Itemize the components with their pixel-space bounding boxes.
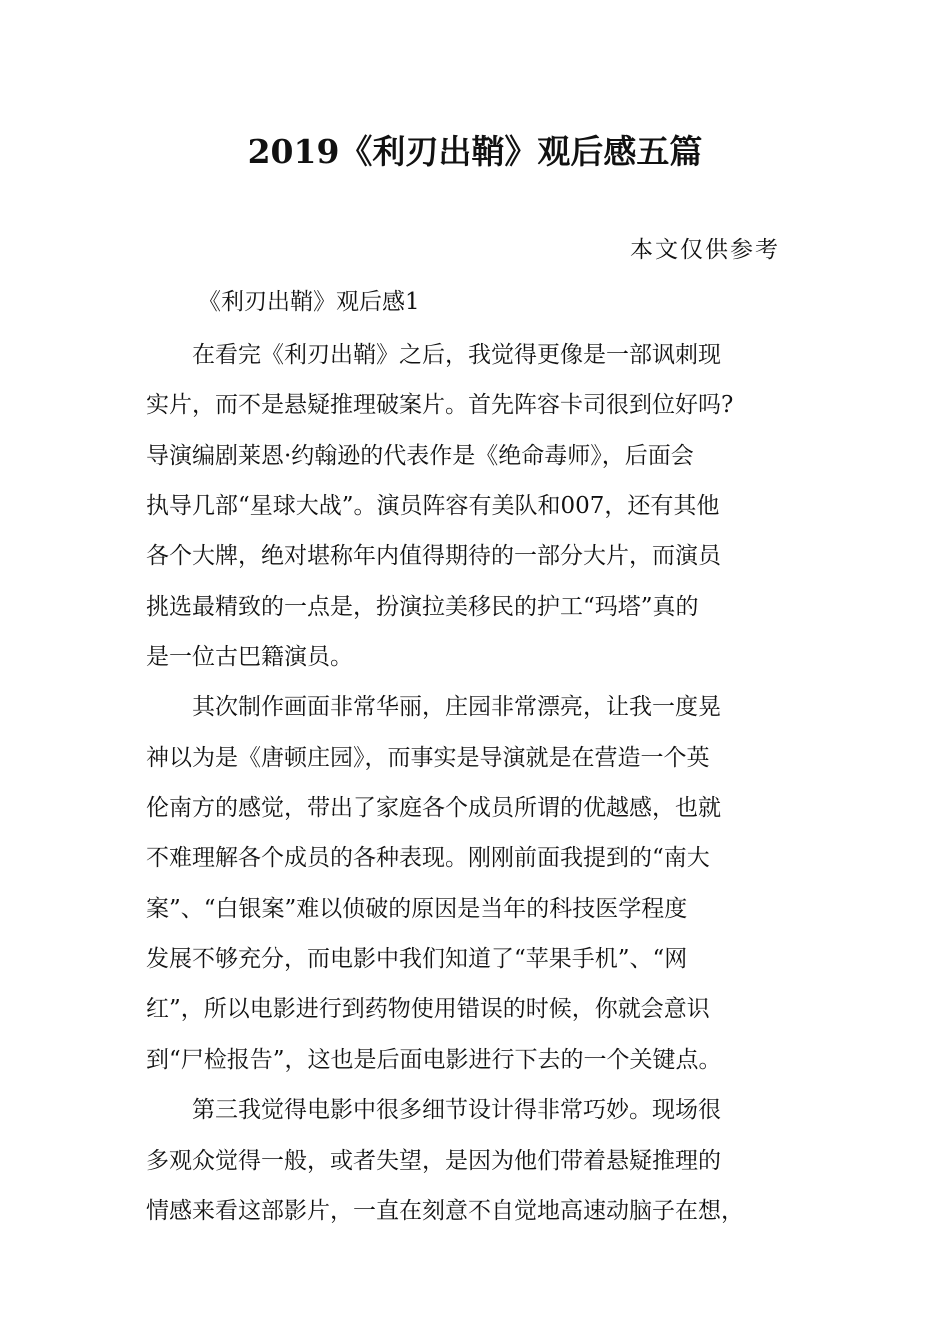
text-line: 情感来看这部影片，一直在刻意不自觉地高速动脑子在想， — [146, 1197, 744, 1224]
text-line: 案”、“白银案”难以侦破的原因是当年的科技医学程度 — [146, 895, 688, 922]
text-line: 其次制作画面非常华丽，庄园非常漂亮，让我一度晃 — [146, 694, 721, 721]
text-line: 实片，而不是悬疑推理破案片。首先阵容卡司很到位好吗? — [146, 392, 734, 419]
text-line: 各个大牌，绝对堪称年内值得期待的一部分大片，而演员 — [146, 543, 721, 570]
text-line: 红”，所以电影进行到药物使用错误的时候，你就会意识 — [146, 996, 710, 1023]
document-title: 2019《利刃出鞘》观后感五篇 — [247, 132, 703, 171]
text-line: 在看完《利刃出鞘》之后，我觉得更像是一部讽刺现 — [146, 342, 721, 368]
text-line: 导演编剧莱恩·约翰逊的代表作是《绝命毒师》，后面会 — [146, 442, 694, 469]
text-line: 发展不够充分，而电影中我们知道了“苹果手机”、“网 — [146, 946, 688, 973]
section-heading: 《利刃出鞘》观后感1 — [198, 289, 420, 315]
text-line: 执导几部“星球大战”。演员阵容有美队和007，还有其他 — [146, 493, 720, 520]
text-line: 到“尸检报告”，这也是后面电影进行下去的一个关键点。 — [146, 1046, 722, 1073]
text-line: 神以为是《唐顿庄园》，而事实是导演就是在营造一个英 — [146, 744, 710, 771]
text-line: 不难理解各个成员的各种表现。刚刚前面我提到的“南大 — [146, 845, 710, 872]
text-line: 挑选最精致的一点是，扮演拉美移民的护工“玛塔”真的 — [146, 593, 699, 620]
text-line: 伦南方的感觉，带出了家庭各个成员所谓的优越感，也就 — [146, 795, 721, 822]
reference-note: 本文仅供参考 — [630, 237, 780, 263]
text-line: 第三我觉得电影中很多细节设计得非常巧妙。现场很 — [146, 1097, 721, 1124]
text-line: 是一位古巴籍演员。 — [146, 644, 353, 671]
text-line: 多观众觉得一般，或者失望，是因为他们带着悬疑推理的 — [146, 1147, 721, 1174]
body-text — [146, 330, 804, 1236]
